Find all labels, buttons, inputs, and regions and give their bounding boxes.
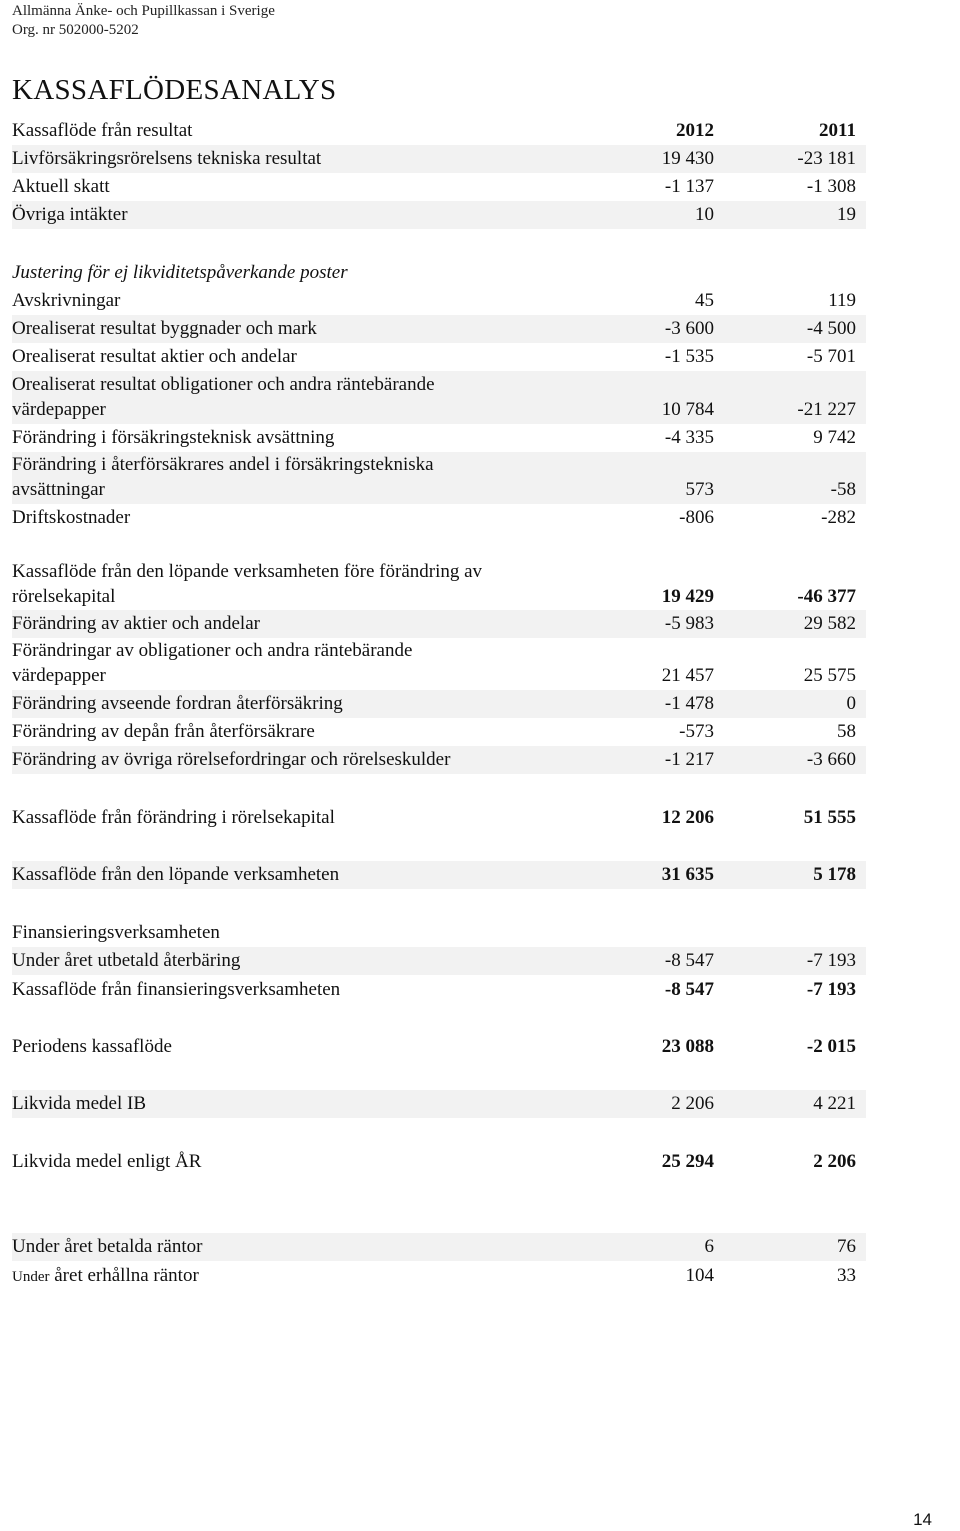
row-label: Under året betalda räntor xyxy=(12,1236,203,1257)
row-label: Likvida medel enligt ÅR xyxy=(12,1151,202,1172)
value-2011: 58 xyxy=(837,721,856,742)
value-2011: 25 575 xyxy=(803,665,856,686)
row-label: Under året utbetald återbäring xyxy=(12,950,241,971)
value-2012: 19 430 xyxy=(661,148,714,169)
row-label: Likvida medel IB xyxy=(12,1093,147,1114)
table-row xyxy=(12,746,866,774)
value-2011: 4 221 xyxy=(813,1093,856,1114)
value-2011: -5 701 xyxy=(806,346,856,367)
value-2012: -1 137 xyxy=(664,176,714,197)
value-2011: 9 742 xyxy=(813,427,856,448)
table-row xyxy=(12,343,866,371)
row-label: Kassaflöde från den löpande verksamheten xyxy=(12,864,340,885)
table-row xyxy=(12,558,866,610)
value-2011: 76 xyxy=(837,1236,856,1257)
row-label: Förändring av depån från återförsäkrare xyxy=(12,721,315,742)
table-row xyxy=(12,117,866,145)
row-label-line2: värdepapper xyxy=(12,399,106,420)
table-row xyxy=(12,504,866,532)
table-row xyxy=(12,145,866,173)
row-label-line1: Orealiserat resultat obligationer och andra räntebärande xyxy=(12,374,435,395)
value-2012: -806 xyxy=(679,507,714,528)
table-row xyxy=(12,610,866,638)
table-row xyxy=(12,1233,866,1261)
row-label-line2: avsättningar xyxy=(12,479,105,500)
value-2011: 51 555 xyxy=(803,807,856,828)
row-label: Förändring avseende fordran återförsäkring xyxy=(12,693,343,714)
row-label: Kassaflöde från förändring i rörelsekapital xyxy=(12,807,335,828)
row-label-line1: Förändring i återförsäkrares andel i försäkringstekniska xyxy=(12,454,434,475)
value-2012: -4 335 xyxy=(664,427,714,448)
row-label: Justering för ej likviditetspåverkande poster xyxy=(12,262,348,283)
row-label-small: Under xyxy=(12,1269,50,1285)
value-2011: -23 181 xyxy=(797,148,856,169)
table-row xyxy=(12,315,866,343)
row-label-line1: Förändringar av obligationer och andra räntebärande xyxy=(12,640,413,661)
section-heading xyxy=(12,919,866,947)
value-2012: 19 429 xyxy=(661,586,714,607)
value-2011: 2 206 xyxy=(813,1151,856,1172)
value-2012: -573 xyxy=(679,721,714,742)
value-2012: 31 635 xyxy=(661,864,714,885)
value-2012: 573 xyxy=(685,479,714,500)
value-2012: -8 547 xyxy=(664,979,714,1000)
row-label: Förändring av övriga rörelsefordringar och rörelseskulder xyxy=(12,749,451,770)
row-label-line2: rörelsekapital xyxy=(12,586,116,607)
value-2011: 5 178 xyxy=(813,864,856,885)
value-2011: -58 xyxy=(830,479,856,500)
table-row xyxy=(12,1148,866,1176)
value-2012: 12 206 xyxy=(661,807,714,828)
table-row xyxy=(12,947,866,975)
row-label: Orealiserat resultat aktier och andelar xyxy=(12,346,297,367)
row-label: Förändring av aktier och andelar xyxy=(12,613,260,634)
table-row xyxy=(12,371,866,424)
table-row xyxy=(12,452,866,504)
page-title: KASSAFLÖDESANALYS xyxy=(12,74,337,106)
value-2012: 21 457 xyxy=(661,665,714,686)
value-2011: -46 377 xyxy=(797,586,856,607)
value-2012: 25 294 xyxy=(661,1151,714,1172)
value-2011: -21 227 xyxy=(797,399,856,420)
value-2011: -3 660 xyxy=(806,749,856,770)
table-row xyxy=(12,1090,866,1118)
table-row xyxy=(12,861,866,889)
table-row xyxy=(12,976,866,1004)
column-header-2012: 2012 xyxy=(676,120,714,141)
table-row xyxy=(12,690,866,718)
value-2012: 10 xyxy=(695,204,714,225)
value-2012: -1 535 xyxy=(664,346,714,367)
row-label: Livförsäkringsrörelsens tekniska resultat xyxy=(12,148,322,169)
value-2012: -1 478 xyxy=(664,693,714,714)
value-2012: 6 xyxy=(704,1236,714,1257)
value-2011: 119 xyxy=(828,290,856,311)
section-heading xyxy=(12,259,866,287)
value-2012: 23 088 xyxy=(661,1036,714,1057)
table-row xyxy=(12,1262,866,1290)
org-name: Allmänna Änke- och Pupillkassan i Sverige xyxy=(12,3,275,19)
row-label: Avskrivningar xyxy=(12,290,121,311)
row-label: Kassaflöde från finansieringsverksamheten xyxy=(12,979,341,1000)
value-2012: -1 217 xyxy=(664,749,714,770)
column-header-2011: 2011 xyxy=(819,120,856,141)
value-2012: 2 206 xyxy=(671,1093,714,1114)
table-row xyxy=(12,424,866,452)
row-label: Orealiserat resultat byggnader och mark xyxy=(12,318,317,339)
org-number: Org. nr 502000-5202 xyxy=(12,22,139,38)
row-label: Övriga intäkter xyxy=(12,204,128,225)
value-2011: 0 xyxy=(846,693,856,714)
row-label: Periodens kassaflöde xyxy=(12,1036,172,1057)
row-label: Förändring i försäkringsteknisk avsättning xyxy=(12,427,335,448)
table-row xyxy=(12,638,866,690)
value-2012: 10 784 xyxy=(661,399,714,420)
value-2012: -5 983 xyxy=(664,613,714,634)
value-2011: 29 582 xyxy=(803,613,856,634)
value-2011: -1 308 xyxy=(806,176,856,197)
value-2011: -4 500 xyxy=(806,318,856,339)
value-2012: -3 600 xyxy=(664,318,714,339)
row-label-line2: värdepapper xyxy=(12,665,106,686)
table-row xyxy=(12,718,866,746)
value-2011: -282 xyxy=(821,507,856,528)
table-row xyxy=(12,1033,866,1061)
value-2012: 45 xyxy=(695,290,714,311)
value-2012: 104 xyxy=(685,1265,714,1286)
row-label xyxy=(12,1263,199,1290)
row-label: Aktuell skatt xyxy=(12,176,110,197)
value-2011: -7 193 xyxy=(806,979,856,1000)
row-label: Driftskostnader xyxy=(12,507,131,528)
table-row xyxy=(12,804,866,832)
table-row xyxy=(12,173,866,201)
table-row xyxy=(12,201,866,229)
value-2011: -2 015 xyxy=(806,1036,856,1057)
row-label: Finansieringsverksamheten xyxy=(12,922,220,943)
value-2011: 33 xyxy=(837,1265,856,1286)
row-label-line1: Kassaflöde från den löpande verksamheten före förändring av xyxy=(12,561,483,582)
value-2012: -8 547 xyxy=(664,950,714,971)
row-label-rest: året erhållna räntor xyxy=(49,1265,199,1286)
value-2011: 19 xyxy=(837,204,856,225)
row-label: Kassaflöde från resultat xyxy=(12,120,193,141)
value-2011: -7 193 xyxy=(806,950,856,971)
table-row xyxy=(12,287,866,315)
page-number: 14 xyxy=(913,1510,932,1529)
